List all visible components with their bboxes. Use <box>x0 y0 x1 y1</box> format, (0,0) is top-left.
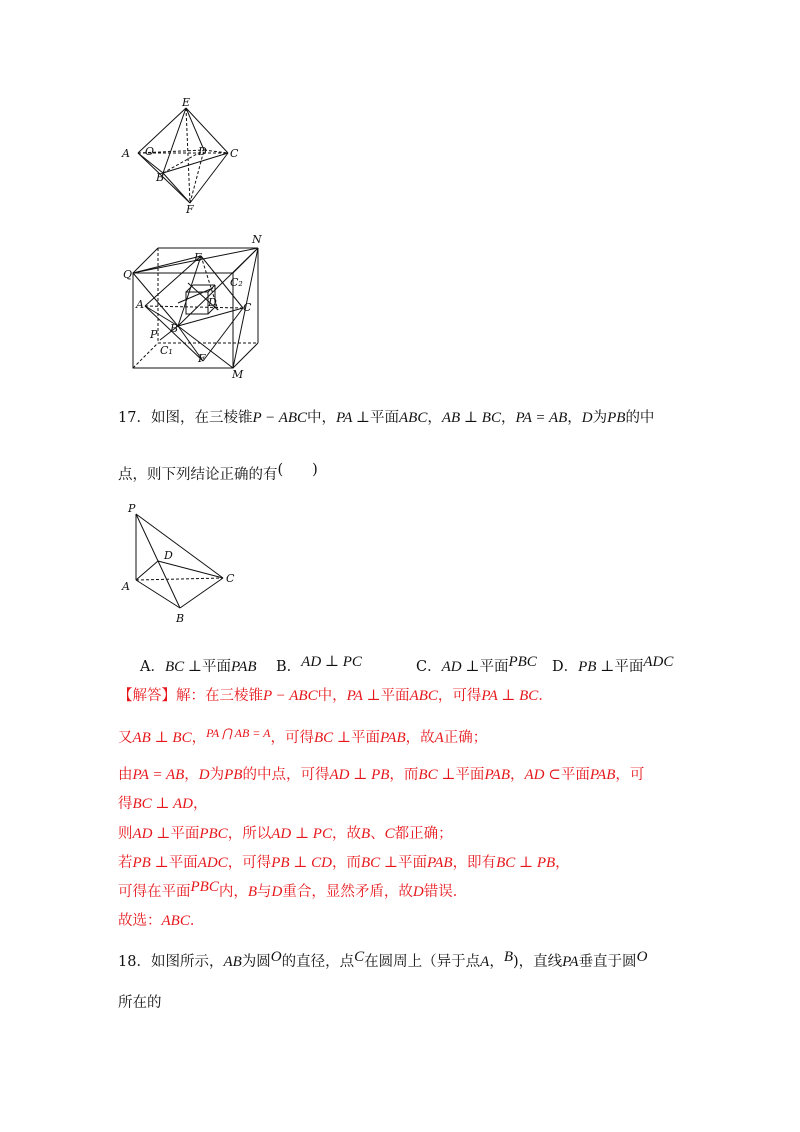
answer-tag: 【解答】 <box>118 688 176 704</box>
label-C: C <box>226 572 235 585</box>
answer-line-1: 【解答】解：在三棱锥P − ABC中，PA ⊥平面ABC，可得PA ⊥ BC． <box>118 688 553 704</box>
figure-nested-cube <box>118 228 278 383</box>
label-C: C <box>243 301 252 314</box>
label-B: B <box>176 612 185 625</box>
option-b[interactable]: B．AD ⊥ PC <box>276 654 362 675</box>
label-A: A <box>122 147 130 160</box>
label-N: N <box>252 233 262 246</box>
answer-line-3: 由PA = AB，D为PB的中点，可得AD ⊥ PB，而BC ⊥平面PAB，AD ⊂平面PAB，可 <box>118 767 645 783</box>
label-A: A <box>122 580 130 593</box>
q18-line2: 所在的 <box>118 995 162 1011</box>
figure-octahedron <box>118 95 253 215</box>
label-B: B <box>156 171 165 184</box>
label-F: F <box>198 352 206 365</box>
answer-line-5: 则AD ⊥平面PBC，所以AD ⊥ PC，故B、C都正确； <box>118 826 453 842</box>
answer-line-6: 若PB ⊥平面ADC，可得PB ⊥ CD，而BC ⊥平面PAB，即有BC ⊥ PB， <box>118 855 570 871</box>
option-c[interactable]: C．AD ⊥平面PBC <box>416 654 537 675</box>
label-D: D <box>198 145 207 158</box>
label-C1: C₁ <box>160 344 173 357</box>
label-C: C <box>230 147 239 160</box>
option-a[interactable]: A．BC ⊥平面PAB <box>140 659 257 675</box>
label-A: A <box>136 298 144 311</box>
q17-line1: 17．如图，在三棱锥P − ABC中，PA ⊥平面ABC，AB ⊥ BC，PA = AB，D为PB的中 <box>118 410 655 426</box>
label-M: M <box>232 368 244 381</box>
label-Q: Q <box>123 268 133 281</box>
answer-line-4: 得BC ⊥ AD， <box>118 796 208 812</box>
label-P: P <box>150 328 158 341</box>
answer-line-7: 可得在平面PBC内，B与D重合，显然矛盾，故D错误． <box>118 879 468 900</box>
label-D: D <box>208 296 217 309</box>
label-E: E <box>194 251 203 264</box>
q17-line2: 点，则下列结论正确的有( ) <box>118 462 318 483</box>
answer-line-8: 故选：ABC． <box>118 913 205 929</box>
label-C2: C₂ <box>230 276 243 289</box>
answer-line-2: 又AB ⊥ BC，$^{PA ⋂ AB = A}$，可得BC ⊥平面PAB，故A正确； <box>118 726 488 746</box>
figure-pyramid <box>118 498 248 628</box>
q18-line1: 18．如图所示，AB为圆O的直径，点C在圆周上（异于点A，B)，直线PA垂直于圆O <box>118 949 648 970</box>
label-D: D <box>164 549 173 562</box>
label-P: P <box>128 502 136 515</box>
option-d[interactable]: D．PB ⊥平面ADC <box>552 654 674 675</box>
label-B: B <box>170 322 179 335</box>
label-F: F <box>186 203 194 215</box>
label-E: E <box>182 96 191 109</box>
label-O: O <box>145 145 155 158</box>
